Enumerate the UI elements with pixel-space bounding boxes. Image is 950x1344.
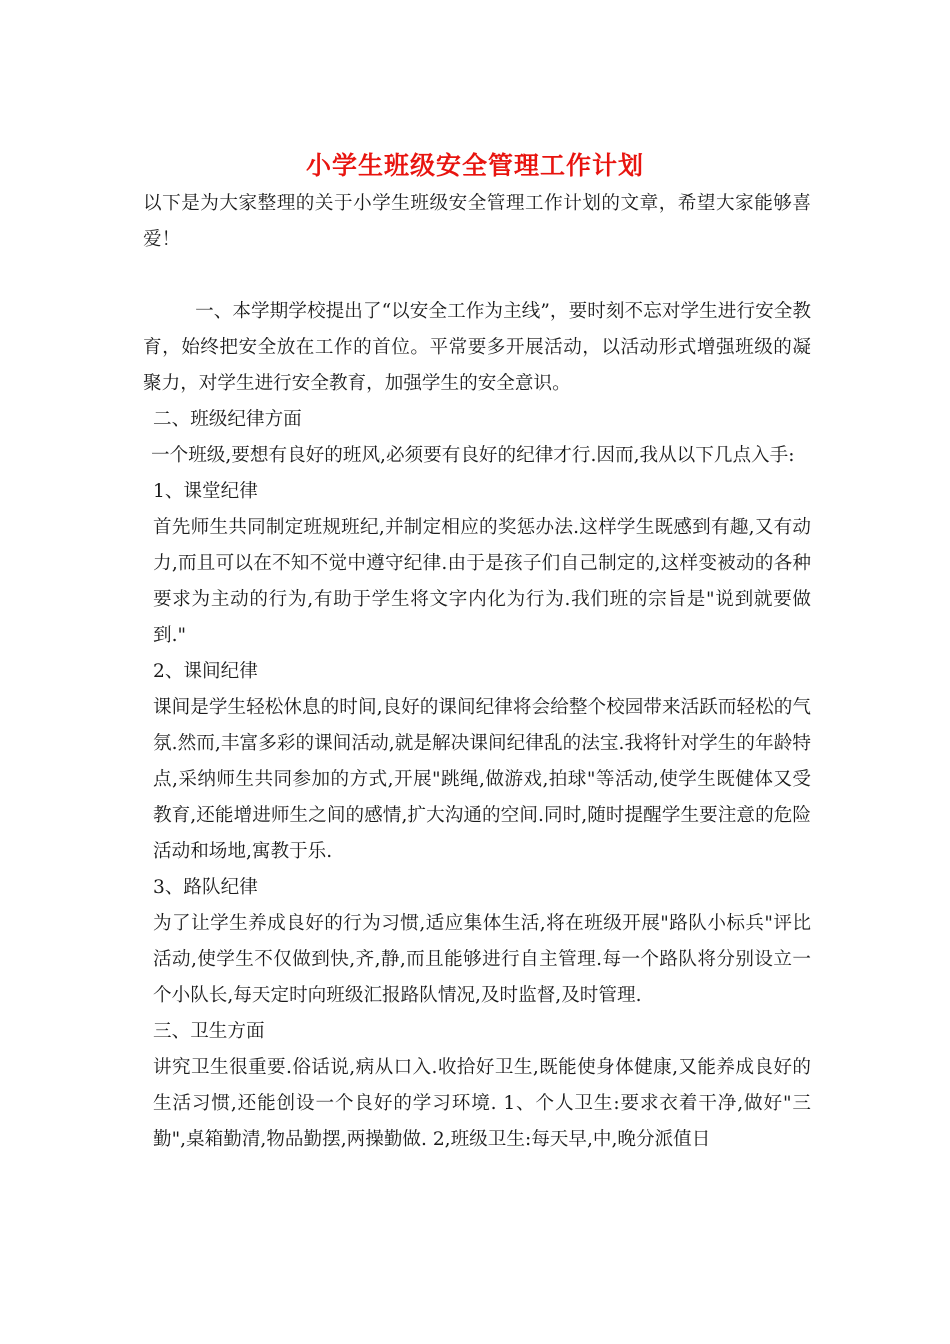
paragraph-hygiene: 讲究卫生很重要.俗话说,病从口入.收拾好卫生,既能使身体健康,又能养成良好的生活习惯,还能创设一个良好的学习环境. 1、个人卫生:要求衣着干净,做好"三勤",桌箱勤清,物品勤摆,两操勤做. 2,班级卫生:每天早,中,晚分派值日: [153, 1057, 811, 1150]
document-body: [143, 186, 811, 1158]
paragraph-classroom-discipline: 首先师生共同制定班规班纪,并制定相应的奖惩办法.这样学生既感到有趣,又有动力,而且可以在不知不觉中遵守纪律.由于是孩子们自己制定的,这样变被动的各种要求为主动的行为,有助于学生将文字内化为行为.我们班的宗旨是"说到就要做到.": [153, 517, 811, 646]
document-title: 小学生班级安全管理工作计划: [305, 151, 644, 180]
blank-line: [143, 258, 811, 294]
subheading-break-discipline: 2、课间纪律: [153, 661, 258, 682]
section-heading-discipline: 二、班级纪律方面: [153, 409, 302, 430]
subheading-line-discipline: 3、路队纪律: [153, 877, 258, 898]
section-heading-hygiene: 三、卫生方面: [153, 1021, 265, 1042]
paragraph-discipline-intro: 一个班级,要想有良好的班风,必须要有良好的纪律才行.因而,我从以下几点入手:: [151, 445, 795, 466]
paragraph-safety-mainline: 一、本学期学校提出了“以安全工作为主线”，要时刻不忘对学生进行安全教育，始终把安全放在工作的首位。平常要多开展活动，以活动形式增强班级的凝聚力，对学生进行安全教育，加强学生的安全意识。: [143, 301, 811, 394]
paragraph-break-discipline: 课间是学生轻松休息的时间,良好的课间纪律将会给整个校园带来活跃而轻松的气氛.然而,丰富多彩的课间活动,就是解决课间纪律乱的法宝.我将针对学生的年龄特点,采纳师生共同参加的方式,开展"跳绳,做游戏,拍球"等活动,使学生既健体又受教育,还能增进师生之间的感情,扩大沟通的空间.同时,随时提醒学生要注意的危险活动和场地,寓教于乐.: [153, 697, 811, 862]
intro-paragraph: 以下是为大家整理的关于小学生班级安全管理工作计划的文章，希望大家能够喜爱！: [143, 193, 811, 250]
paragraph-line-discipline: 为了让学生养成良好的行为习惯,适应集体生活,将在班级开展"路队小标兵"评比活动,使学生不仅做到快,齐,静,而且能够进行自主管理.每一个路队将分别设立一个小队长,每天定时向班级汇报路队情况,及时监督,及时管理.: [153, 913, 811, 1006]
subheading-classroom-discipline: 1、课堂纪律: [153, 481, 258, 502]
